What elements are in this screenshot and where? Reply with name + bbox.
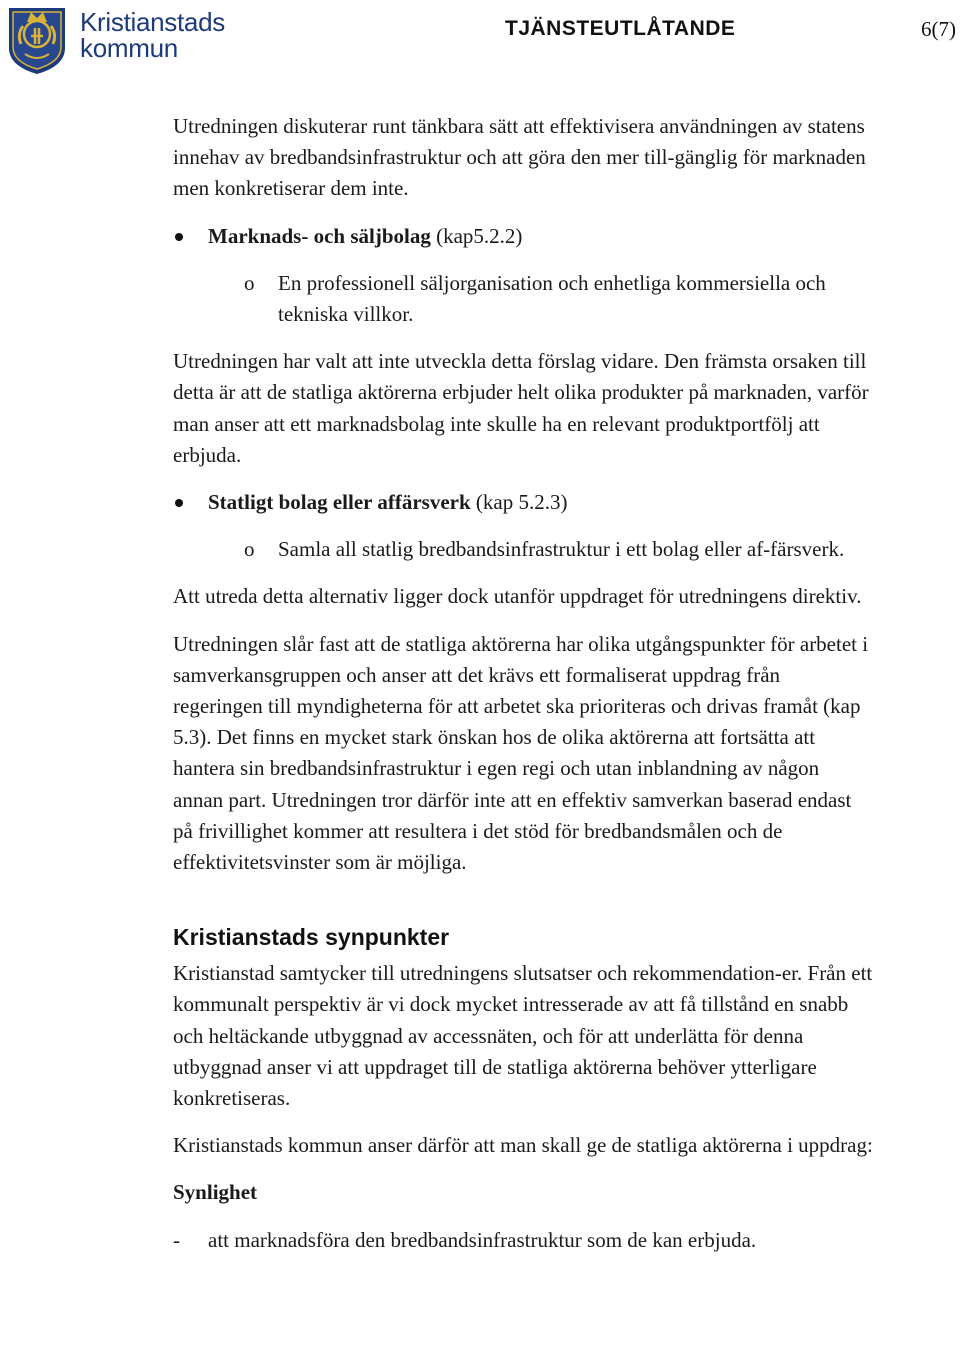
dash-item-1	[173, 1225, 873, 1256]
bullet-dot-icon	[175, 499, 183, 507]
org-name-line2: kommun	[80, 33, 178, 63]
org-name-line1: Kristianstads	[80, 7, 225, 37]
bullet-1-title: Marknads- och säljbolag	[208, 223, 431, 248]
kristianstad-crest-icon	[5, 4, 69, 76]
bullet-2-title: Statligt bolag eller affärsverk	[208, 490, 471, 515]
bullet-item-2	[173, 487, 873, 518]
subheading-synlighet: Synlighet	[173, 1180, 258, 1205]
bullet-2-ref: (kap 5.2.3)	[470, 490, 568, 515]
paragraph-1: Utredningen diskuterar runt tänkbara sätt att effektivisera användningen av statens innehav av bredbandsinfrastruktur och att göra den mer till-gänglig för marknaden men konkretiserar dem inte.	[173, 114, 866, 201]
section-heading: Kristianstads synpunkter	[173, 924, 450, 951]
paragraph-3: Att utreda detta alternativ ligger dock utanför uppdraget för utredningens direktiv.	[173, 584, 862, 609]
dash-item-1-text: att marknadsföra den bredbandsinfrastruktur som de kan erbjuda.	[208, 1227, 757, 1252]
document-type: TJÄNSTEUTLÅTANDE	[505, 17, 736, 40]
document-body	[173, 111, 873, 1256]
organization-name	[80, 9, 225, 61]
paragraph-5: Kristianstad samtycker till utredningens slutsatser och rekommendation-er. Från ett kommunalt perspektiv är vi dock mycket intresserade av att få tillstånd en snabb och heltäckande utbyggnad av accessnäten, och för att underlätta för denna utbyggnad anser vi att uppdraget till de statliga aktörerna behöver ytterligare konkretiseras.	[173, 961, 873, 1111]
sub-bullet-marker: o	[244, 537, 255, 562]
dash-marker: -	[173, 1227, 180, 1252]
page-header	[0, 0, 960, 80]
bullet-dot-icon	[175, 233, 183, 241]
sub-bullet-1	[173, 268, 873, 330]
sub-bullet-marker: o	[244, 270, 255, 295]
sub-bullet-1-text: En professionell säljorganisation och enhetliga kommersiella och tekniska villkor.	[278, 270, 826, 327]
paragraph-6: Kristianstads kommun anser därför att man skall ge de statliga aktörerna i uppdrag:	[173, 1133, 873, 1158]
sub-bullet-2	[173, 534, 873, 565]
page-number: 6(7)	[921, 17, 956, 41]
paragraph-2: Utredningen har valt att inte utveckla detta förslag vidare. Den främsta orsaken till detta är att de statliga aktörerna erbjuder helt olika produkter på marknaden, varför man anser att ett marknadsbolag inte skulle ha en relevant produktportfölj att erbjuda.	[173, 349, 869, 467]
paragraph-4: Utredningen slår fast att de statliga aktörerna har olika utgångspunkter för arbetet i samverkansgruppen och anser att det krävs ett formaliserat uppdrag från regeringen till myndigheterna för att arbetet ska prioriteras och drivas framåt (kap 5.3). Det finns en mycket stark önskan hos de olika aktörerna att fortsätta att hantera sin bredbandsinfrastruktur i egen regi och utan inblandning av någon annan part. Utredningen tror därför inte att en effektiv samverkan baserad endast på frivillighet kommer att resultera i det stöd för bredbandsmålen och de effektivitetsvinster som är möjliga.	[173, 631, 869, 875]
bullet-1-ref: (kap5.2.2)	[430, 223, 523, 248]
bullet-item-1	[173, 221, 873, 252]
sub-bullet-2-text: Samla all statlig bredbandsinfrastruktur i ett bolag eller af-färsverk.	[278, 537, 845, 562]
